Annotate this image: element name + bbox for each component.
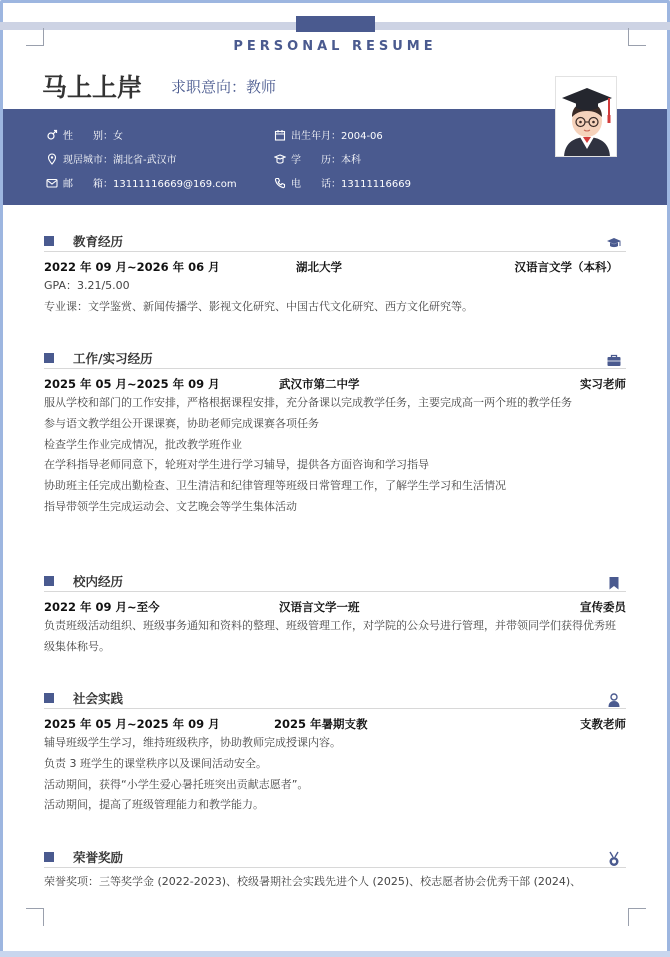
info-city-text: 现居城市：湖北省-武汉市	[63, 155, 177, 166]
entry-row	[44, 713, 626, 733]
section-header	[44, 689, 626, 709]
resume-title: PERSONAL RESUME	[233, 39, 437, 54]
entry-line: 指导带领学生完成运动会、文艺晚会等学生集体活动	[44, 499, 297, 513]
entry-line: 负责班级活动组织、班级事务通知和资料的整理、班级管理工作，对学院的公众号进行管理，并带领同学们获得优秀班级集体称号。	[44, 619, 616, 653]
phone-icon	[274, 177, 286, 189]
cap-icon	[274, 153, 286, 165]
entry-line: 在学科指导老师同意下，轮班对学生进行学习辅导，提供各方面咨询和学习指导	[44, 458, 429, 472]
entry-line: 活动期间，获得“小学生爱心暑托班突出贡献志愿者”。	[44, 777, 309, 791]
candidate-name: 马上上岸	[42, 73, 143, 102]
section-marker	[44, 576, 54, 586]
section-title: 工作/实习经历	[73, 351, 153, 366]
entry-role: 实习老师	[580, 377, 626, 391]
avatar	[555, 76, 617, 157]
entry-date: 2022 年 09 月~至今	[44, 600, 160, 614]
info-email-text: 邮 箱：13111116669@169.com	[63, 179, 237, 190]
info-email	[46, 175, 237, 190]
graduate-avatar-illustration	[556, 77, 617, 157]
entry-row	[44, 256, 626, 276]
entry-line: 服从学校和部门的工作安排，严格根据课程安排，充分备课以完成教学任务，主要完成高一两个班的教学任务	[44, 396, 572, 409]
entry-org: 湖北大学	[296, 260, 342, 274]
corner-mark	[628, 908, 646, 926]
section-work	[44, 349, 626, 518]
section-title: 教育经历	[73, 234, 124, 249]
section-marker	[44, 236, 54, 246]
info-education	[274, 151, 361, 166]
section-title: 校内经历	[73, 574, 124, 589]
bookmark-icon	[606, 575, 622, 591]
section-header	[44, 848, 626, 868]
calendar-icon	[274, 129, 286, 141]
section-awards	[44, 848, 626, 893]
info-phone-text: 电 话：13111116669	[291, 179, 411, 190]
entry-line: 参与语文教学组公开课课赛，协助老师完成课赛各项任务	[44, 416, 319, 430]
section-marker	[44, 852, 54, 862]
info-birth	[274, 127, 383, 142]
section-header	[44, 572, 626, 592]
entry-date: 2022 年 09 月~2026 年 06 月	[44, 260, 220, 274]
info-city	[46, 151, 177, 166]
section-header	[44, 232, 626, 252]
section-marker	[44, 693, 54, 703]
entry-date: 2025 年 05 月~2025 年 09 月	[44, 377, 220, 391]
entry-row	[44, 373, 626, 393]
section-header	[44, 349, 626, 369]
entry-role: 汉语言文学（本科）	[514, 260, 618, 274]
location-pin-icon	[46, 153, 58, 165]
info-phone	[274, 175, 411, 190]
entry-line: GPA：3.21/5.00	[44, 279, 130, 292]
bottom-border	[0, 951, 670, 957]
section-education	[44, 232, 626, 318]
entry-line: 检查学生作业完成情况，批改教学班作业	[44, 437, 242, 451]
briefcase-icon	[606, 352, 622, 368]
section-title: 荣誉奖励	[73, 850, 124, 865]
section-practice	[44, 689, 626, 816]
section-marker	[44, 353, 54, 363]
entry-date: 2025 年 05 月~2025 年 09 月	[44, 717, 220, 731]
info-gender	[46, 127, 123, 142]
entry-org: 汉语言文学一班	[279, 600, 360, 614]
top-tab	[296, 16, 375, 32]
entry-org: 武汉市第二中学	[279, 377, 360, 391]
graduation-cap-icon	[606, 235, 622, 251]
person-icon	[606, 692, 622, 708]
job-intent: 求职意向：教师	[171, 78, 277, 96]
info-gender-text: 性 别：女	[63, 131, 123, 142]
info-birth-text: 出生年月：2004-06	[291, 131, 383, 142]
medal-icon	[606, 851, 622, 867]
entry-line: 负责 3 班学生的课堂秩序以及课间活动安全。	[44, 756, 267, 770]
entry-line: 协助班主任完成出勤检查、卫生清洁和纪律管理等班级日常管理工作，了解学生学习和生活情况	[44, 479, 506, 493]
entry-line: 荣誉奖项：三等奖学金 (2022-2023)、校级暑期社会实践先进个人 (2025)、校志愿者协会优秀干部 (2024)、	[44, 875, 582, 888]
entry-org: 2025 年暑期支教	[274, 717, 368, 731]
entry-line: 辅导班级学生学习，维持班级秩序，协助教师完成授课内容。	[44, 736, 341, 749]
gender-icon	[46, 129, 58, 141]
section-campus	[44, 572, 626, 658]
info-education-text: 学 历：本科	[291, 155, 361, 166]
entry-role: 宣传委员	[580, 600, 626, 614]
corner-mark	[26, 908, 44, 926]
entry-role: 支教老师	[580, 717, 626, 731]
section-title: 社会实践	[73, 691, 124, 706]
entry-line: 活动期间，提高了班级管理能力和教学能力。	[44, 798, 264, 812]
entry-row	[44, 596, 626, 616]
entry-line: 专业课：文学鉴赏、新闻传播学、影视文化研究、中国古代文化研究、西方文化研究等。	[44, 299, 473, 313]
mail-icon	[46, 177, 58, 189]
